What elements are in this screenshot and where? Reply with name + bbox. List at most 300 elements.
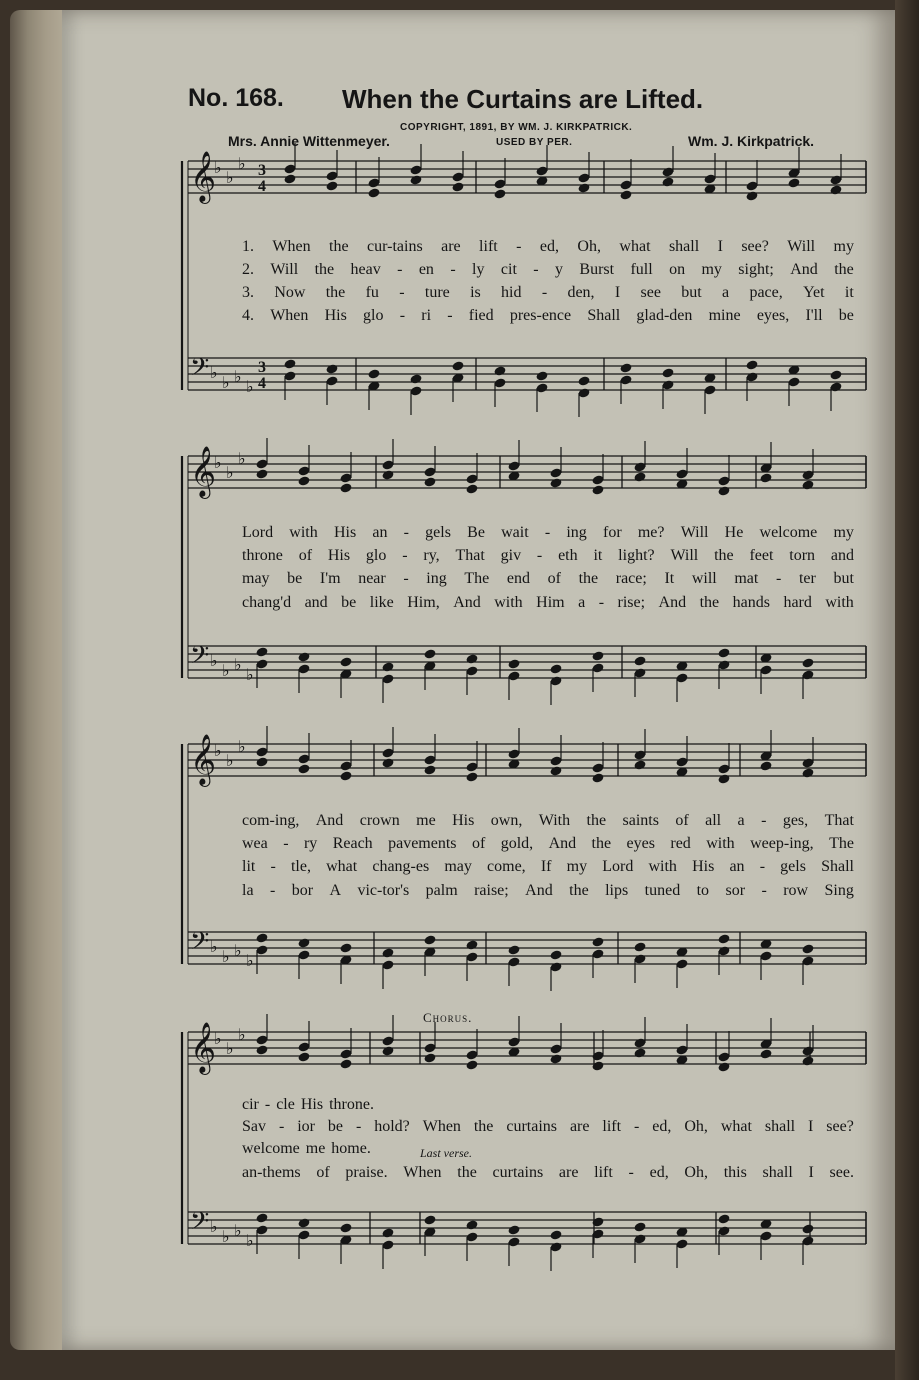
flat-sign-icon: ♭ [226, 168, 234, 187]
lyric-line [242, 1164, 854, 1186]
note-head [255, 468, 268, 479]
lyric-syllable: but [681, 284, 702, 301]
lyric-line [242, 547, 854, 569]
lyric-syllable: - [544, 524, 551, 541]
lyric-syllable: Will [680, 524, 709, 541]
lyric-syllable: That [824, 812, 854, 829]
lyric-syllable: glo [363, 307, 384, 324]
note-head [829, 369, 842, 380]
time-signature-numerator: 3 [258, 162, 266, 179]
lyric-syllable: me? [637, 524, 665, 541]
lyric-syllable: what [326, 858, 358, 875]
lyric-syllable: wait [501, 524, 529, 541]
lyric-syllable: I [808, 1118, 814, 1135]
lyric-syllable: curtains [492, 1164, 544, 1181]
note-head [297, 475, 310, 486]
lyric-line [242, 238, 854, 260]
lyric-syllable: Will [670, 547, 699, 564]
flat-sign-icon: ♭ [246, 951, 254, 970]
lyric-syllable: - [450, 261, 456, 278]
lyric-syllable: His [327, 547, 351, 564]
lyric-syllable: ing [566, 524, 587, 541]
note-head [549, 949, 562, 960]
lyric-syllable: of [316, 1164, 330, 1181]
lyric-syllable: be [341, 594, 357, 611]
lyric-syllable: weep-ing, [750, 835, 814, 852]
lyric-syllable: a [737, 812, 745, 829]
lyric-syllable: with [494, 594, 523, 611]
note-head [591, 772, 604, 783]
lyric-syllable: - [447, 307, 453, 324]
lyric-syllable: His [692, 858, 715, 875]
lyric-syllable: tuned [644, 882, 681, 899]
lyric-syllable: - [397, 261, 403, 278]
lyric-syllable: - [541, 284, 548, 301]
lyric-syllable: pace, [749, 284, 783, 301]
lyric-syllable: feet [749, 547, 774, 564]
lyric-syllable: - [761, 882, 767, 899]
lyric-line [242, 261, 854, 283]
lyric-syllable: ri [421, 307, 432, 324]
note-head [381, 1045, 394, 1056]
note-head [339, 656, 352, 667]
lyric-syllable: - [269, 882, 276, 899]
lyric-syllable: 2. [242, 261, 254, 278]
lyric-syllable: If [540, 858, 552, 875]
note-head [801, 657, 814, 668]
lyric-syllable: - [761, 812, 767, 829]
lyric-syllable: pavements [388, 835, 457, 852]
note-head [549, 1229, 562, 1240]
note-head [577, 375, 590, 386]
lyric-syllable: be [838, 307, 854, 324]
lyric-line [242, 1096, 374, 1118]
lyric-syllable: The [829, 835, 854, 852]
lyric-syllable: welcome [759, 524, 818, 541]
lyric-syllable: shall [668, 238, 700, 255]
lyric-syllable: this [723, 1164, 747, 1181]
lyric-syllable: - [278, 1118, 285, 1135]
lyric-syllable: - [402, 547, 408, 564]
note-head [255, 646, 268, 657]
note-head [507, 1224, 520, 1235]
lyric-syllable: of [675, 812, 689, 829]
lyric-syllable: ry, [423, 547, 440, 564]
lyric-syllable: me [416, 812, 436, 829]
lyric-syllable: 4. [242, 307, 254, 324]
lyric-syllable: throne [242, 547, 283, 564]
lyric-syllable: the [586, 812, 607, 829]
note-head [549, 663, 562, 674]
lyric-syllable: Shall [587, 307, 621, 324]
lyric-syllable: are [558, 1164, 579, 1181]
lyric-syllable: the [834, 261, 854, 278]
note-head [255, 932, 268, 943]
note-head [381, 1227, 394, 1238]
lyric-syllable: home. [331, 1140, 371, 1157]
lyric-syllable: gels [780, 858, 806, 875]
note-head [465, 1059, 478, 1070]
lyric-syllable: with [706, 835, 735, 852]
lyric-syllable: of [547, 570, 561, 587]
note-head [423, 934, 436, 945]
flat-sign-icon: ♭ [222, 661, 230, 680]
lyric-syllable: of [298, 547, 313, 564]
note-head [759, 1048, 772, 1059]
lyric-syllable: mat [734, 570, 759, 587]
flat-sign-icon: ♭ [214, 453, 222, 472]
lyric-line [242, 1118, 854, 1140]
lyric-syllable: 3. [242, 284, 254, 301]
note-head [283, 173, 296, 184]
note-head [717, 1213, 730, 1224]
lyric-syllable: And [658, 594, 687, 611]
lyric-syllable: I'll [805, 307, 823, 324]
lyric-syllable: Oh, [684, 1118, 708, 1135]
lyric-syllable: lit [242, 858, 256, 875]
note-head [591, 650, 604, 661]
lyric-syllable: a [722, 284, 730, 301]
lyric-syllable: ed, [652, 1118, 672, 1135]
note-head [283, 358, 296, 369]
lyric-syllable: raise; [474, 882, 509, 899]
note-head [423, 1214, 436, 1225]
hymn-number: No. 168. [188, 84, 284, 112]
lyric-syllable: race; [615, 570, 647, 587]
lyric-syllable: Be [467, 524, 485, 541]
flat-sign-icon: ♭ [214, 158, 222, 177]
flat-sign-icon: ♭ [234, 941, 242, 960]
lyric-syllable: see [640, 284, 661, 301]
note-head [339, 942, 352, 953]
flat-sign-icon: ♭ [238, 154, 246, 173]
note-head [255, 756, 268, 767]
treble-clef-icon: 𝄞 [190, 151, 217, 202]
note-head [759, 760, 772, 771]
lyricist-credit: Mrs. Annie Wittenmeyer. [228, 133, 390, 149]
note-head [717, 647, 730, 658]
time-signature-denominator: 4 [258, 178, 266, 195]
note-head [465, 483, 478, 494]
note-head [633, 1221, 646, 1232]
note-head [423, 1052, 436, 1063]
note-head [717, 1061, 730, 1072]
lyric-syllable: - [355, 1118, 362, 1135]
lyric-syllable: I [614, 284, 621, 301]
lyric-syllable: Lord [242, 524, 274, 541]
lyric-syllable: With [538, 812, 571, 829]
lyric-syllable: curtains [506, 1118, 557, 1135]
lyric-syllable: row [783, 882, 809, 899]
lyric-syllable: ter [798, 570, 816, 587]
lyric-syllable: I'm [319, 570, 341, 587]
lyric-syllable: I [717, 238, 723, 255]
note-head [367, 187, 380, 198]
lyric-syllable: be [327, 1118, 344, 1135]
lyric-syllable: chang'd [242, 594, 292, 611]
note-head [381, 469, 394, 480]
treble-clef-icon: 𝄞 [190, 446, 217, 497]
note-head [619, 189, 632, 200]
lyric-syllable: mine [708, 307, 741, 324]
copyright-notice: COPYRIGHT, 1891, BY WM. J. KIRKPATRICK. [400, 122, 633, 133]
lyric-syllable: Now [274, 284, 306, 301]
lyric-syllable: eyes [626, 835, 655, 852]
lyric-syllable: His [324, 307, 347, 324]
lyric-syllable: pres-ence [509, 307, 572, 324]
lyric-line [242, 882, 854, 904]
lyric-syllable: the [325, 284, 346, 301]
lyric-syllable: it [593, 547, 603, 564]
note-head [717, 933, 730, 944]
lyric-syllable: Reach [332, 835, 373, 852]
lyric-syllable: That [455, 547, 485, 564]
lyric-syllable: the [329, 238, 349, 255]
lyric-syllable: cle [276, 1096, 295, 1113]
flat-sign-icon: ♭ [210, 1217, 218, 1236]
lyric-syllable: may [444, 858, 472, 875]
lyric-syllable: And [315, 812, 344, 829]
note-head [325, 363, 338, 374]
lyric-syllable: hard [783, 594, 812, 611]
note-head [801, 479, 814, 490]
lyric-line [242, 1140, 371, 1162]
lyric-syllable: but [833, 570, 854, 587]
flat-sign-icon: ♭ [210, 937, 218, 956]
lyric-syllable: - [270, 858, 276, 875]
note-head [577, 182, 590, 193]
lyric-syllable: light? [618, 547, 655, 564]
note-head [423, 764, 436, 775]
lyric-syllable: crown [359, 812, 400, 829]
lyric-syllable: will [691, 570, 717, 587]
lyric-syllable: - [536, 547, 543, 564]
lyric-line [242, 284, 854, 306]
note-head [423, 476, 436, 487]
flat-sign-icon: ♭ [226, 463, 234, 482]
lyric-syllable: see? [741, 238, 769, 255]
lyric-syllable: com-ing, [242, 812, 300, 829]
note-head [381, 661, 394, 672]
lyric-syllable: an-thems [242, 1164, 301, 1181]
note-head [633, 1047, 646, 1058]
lyric-syllable: me [305, 1140, 326, 1157]
lyric-syllable: en [418, 261, 434, 278]
lyric-syllable: vic-tor's [357, 882, 410, 899]
lyric-syllable: Sing [824, 882, 854, 899]
lyric-syllable: be [287, 570, 303, 587]
note-head [381, 947, 394, 958]
lyric-syllable: the [714, 547, 734, 564]
composer-credit: Wm. J. Kirkpatrick. [688, 133, 815, 149]
lyric-syllable: come, [487, 858, 526, 875]
note-head [801, 943, 814, 954]
lyric-syllable: - [399, 307, 406, 324]
lyric-syllable: torn [789, 547, 816, 564]
lyric-syllable: la [242, 882, 254, 899]
lyric-syllable: the [569, 882, 589, 899]
lyric-syllable: see. [829, 1164, 854, 1181]
lyric-syllable: His [300, 1096, 324, 1113]
lyric-syllable: giv [500, 547, 522, 564]
lyric-syllable: When [422, 1118, 461, 1135]
lyric-line [242, 570, 854, 592]
note-head [409, 174, 422, 185]
lyric-syllable: - [533, 261, 539, 278]
lyric-syllable: welcome [242, 1140, 300, 1157]
time-signature-denominator: 4 [258, 375, 266, 392]
flat-sign-icon: ♭ [246, 1231, 254, 1250]
lyric-syllable: The [464, 570, 490, 587]
note-head [759, 472, 772, 483]
lyric-syllable: ry [303, 835, 318, 852]
lyric-syllable: ture [424, 284, 450, 301]
lyric-syllable: ges, [782, 812, 809, 829]
bass-clef-icon: 𝄢 [190, 641, 210, 676]
note-head [493, 365, 506, 376]
lyric-syllable: my [701, 261, 722, 278]
note-head [801, 1055, 814, 1066]
lyric-syllable: - [634, 1118, 640, 1135]
note-head [745, 190, 758, 201]
treble-clef-icon: 𝄞 [190, 734, 217, 785]
lyric-syllable: eth [558, 547, 578, 564]
lyric-syllable: ior [297, 1118, 315, 1135]
flat-sign-icon: ♭ [246, 665, 254, 684]
flat-sign-icon: ♭ [234, 367, 242, 386]
flat-sign-icon: ♭ [210, 651, 218, 670]
note-head [661, 176, 674, 187]
lyric-syllable: - [403, 524, 409, 541]
lyric-syllable: y [555, 261, 563, 278]
permission-notice: USED BY PER. [496, 137, 573, 148]
lyric-syllable: shall [764, 1118, 796, 1135]
flat-sign-icon: ♭ [238, 1025, 246, 1044]
lyric-syllable: Him [536, 594, 565, 611]
flat-sign-icon: ♭ [210, 363, 218, 382]
lyric-syllable: like [369, 594, 394, 611]
lyric-syllable: - [264, 1096, 271, 1113]
lyric-syllable: and [830, 547, 854, 564]
lyric-syllable: heav [350, 261, 381, 278]
lyric-line [242, 812, 854, 834]
lyric-syllable: praise. [345, 1164, 388, 1181]
note-head [829, 184, 842, 195]
note-head [633, 759, 646, 770]
lyric-syllable: hid [501, 284, 522, 301]
note-head [619, 362, 632, 373]
note-head [633, 941, 646, 952]
note-head [381, 757, 394, 768]
note-head [297, 651, 310, 662]
lyric-syllable: glad-den [636, 307, 693, 324]
lyric-syllable: Him, [407, 594, 440, 611]
note-head [339, 770, 352, 781]
lyric-syllable: are [569, 1118, 590, 1135]
lyric-syllable: an [729, 858, 745, 875]
lyric-syllable: ed, [539, 238, 559, 255]
flat-sign-icon: ♭ [222, 947, 230, 966]
lyric-syllable: Yet [803, 284, 825, 301]
lyric-syllable: cit [500, 261, 517, 278]
lyric-syllable: rise; [617, 594, 646, 611]
lyric-syllable: ing [426, 570, 447, 587]
note-head [339, 1058, 352, 1069]
lyric-syllable: with [289, 524, 318, 541]
lyric-syllable: Sav [242, 1118, 266, 1135]
chorus-label: Chorus. [423, 1010, 473, 1025]
lyric-syllable: cur-tains [367, 238, 423, 255]
lyric-syllable: And [453, 594, 481, 611]
lyric-syllable: gold, [500, 835, 534, 852]
lyric-syllable: When [272, 238, 311, 255]
lyric-syllable: may [242, 570, 270, 587]
lyric-syllable: lift [479, 238, 498, 255]
lyric-syllable: lift [594, 1164, 613, 1181]
lyric-syllable: Oh, [577, 238, 601, 255]
lyric-syllable: the [578, 570, 599, 587]
bass-clef-icon: 𝄢 [190, 927, 210, 962]
lyric-syllable: It [664, 570, 675, 587]
note-head [801, 1223, 814, 1234]
note-head [465, 1219, 478, 1230]
lyric-line [242, 835, 854, 857]
lyric-syllable: Lord [602, 858, 634, 875]
note-head [423, 648, 436, 659]
last-verse-label: Last verse. [420, 1146, 472, 1160]
flat-sign-icon: ♭ [234, 1221, 242, 1240]
lyric-syllable: near [358, 570, 386, 587]
lyric-syllable: Oh, [684, 1164, 708, 1181]
flat-sign-icon: ♭ [226, 1039, 234, 1058]
note-head [465, 939, 478, 950]
lyric-syllable: all [705, 812, 722, 829]
note-head [787, 177, 800, 188]
lyric-syllable: eyes, [756, 307, 790, 324]
lyric-syllable: And [790, 261, 818, 278]
lyric-syllable: to [696, 882, 710, 899]
lyric-syllable: see? [826, 1118, 854, 1135]
lyric-syllable: bor [291, 882, 314, 899]
note-head [633, 655, 646, 666]
lyric-syllable: the [591, 835, 612, 852]
lyric-syllable: hands [732, 594, 770, 611]
note-head [549, 765, 562, 776]
lyric-syllable: my [566, 858, 588, 875]
lyric-syllable: Shall [821, 858, 854, 875]
note-head [507, 944, 520, 955]
lyric-syllable: lips [605, 882, 629, 899]
lyric-syllable: ly [472, 261, 485, 278]
lyric-syllable: Will [270, 261, 299, 278]
lyric-syllable: with [648, 858, 677, 875]
hymn-title: When the Curtains are Lifted. [342, 84, 704, 114]
lyric-syllable: ed, [649, 1164, 669, 1181]
lyric-syllable: saints [622, 812, 659, 829]
note-head [591, 936, 604, 947]
lyric-syllable: fu [365, 284, 379, 301]
lyric-syllable: When [403, 1164, 442, 1181]
note-head [409, 373, 422, 384]
flat-sign-icon: ♭ [234, 655, 242, 674]
note-head [451, 360, 464, 371]
note-head [507, 658, 520, 669]
lyric-syllable: an [372, 524, 388, 541]
note-head [493, 188, 506, 199]
lyric-syllable: - [399, 284, 405, 301]
note-head [801, 767, 814, 778]
lyric-line [242, 307, 854, 329]
